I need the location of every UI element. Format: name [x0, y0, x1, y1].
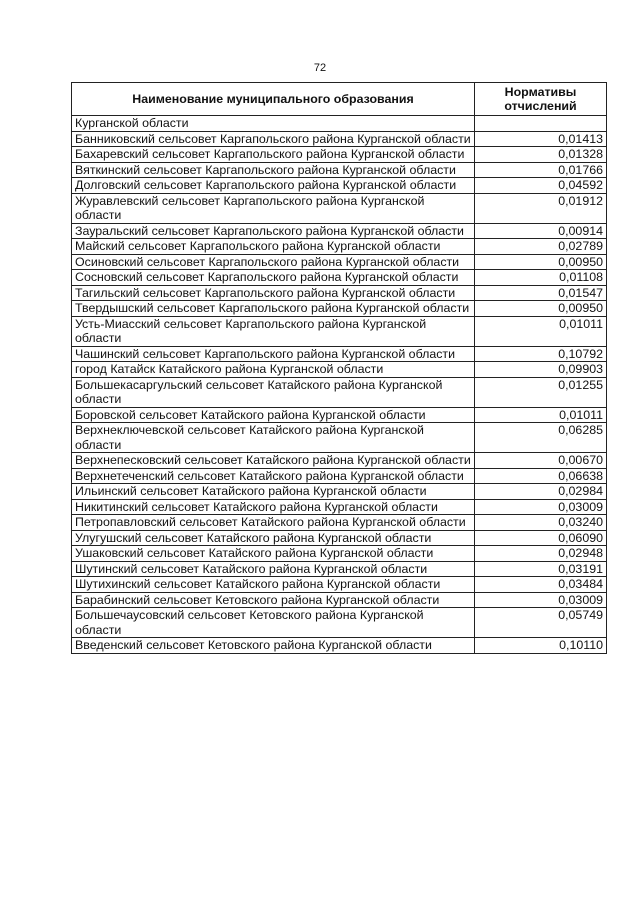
municipality-name-cell: Журавлевский сельсовет Каргапольского района Курганской области: [72, 193, 475, 223]
norm-value-cell: 0,01766: [475, 162, 607, 178]
table-row: [72, 178, 607, 194]
norm-value-cell: 0,01912: [475, 193, 607, 223]
table-row: [72, 377, 607, 407]
norm-value-cell: 0,02984: [475, 484, 607, 500]
municipality-name-cell: Тагильский сельсовет Каргапольского района Курганской области: [72, 285, 475, 301]
table-row: [72, 608, 607, 638]
norm-value-cell: 0,06285: [475, 423, 607, 453]
municipality-name-cell: Усть-Миасский сельсовет Каргапольского района Курганской области: [72, 316, 475, 346]
municipality-name-cell: Зауральский сельсовет Каргапольского района Курганской области: [72, 223, 475, 239]
table-row: [72, 546, 607, 562]
table-row: [72, 223, 607, 239]
municipality-name-cell: Петропавловский сельсовет Катайского района Курганской области: [72, 515, 475, 531]
table-row: [72, 515, 607, 531]
table-row: [72, 285, 607, 301]
norm-value-cell: 0,01413: [475, 131, 607, 147]
municipality-name-cell: Верхнеключевской сельсовет Катайского района Курганской области: [72, 423, 475, 453]
norm-value-cell: 0,01011: [475, 316, 607, 346]
municipality-name-cell: Курганской области: [72, 116, 475, 132]
table-row: [72, 468, 607, 484]
norm-value-cell: 0,03191: [475, 561, 607, 577]
municipality-name-cell: Шутинский сельсовет Катайского района Курганской области: [72, 561, 475, 577]
municipality-name-cell: Боровской сельсовет Катайского района Курганской области: [72, 407, 475, 423]
table-row: [72, 254, 607, 270]
municipality-name-cell: Верхнетеченский сельсовет Катайского района Курганской области: [72, 468, 475, 484]
allocation-norms-table: [71, 82, 607, 654]
norm-value-cell: 0,01328: [475, 147, 607, 163]
table-row: [72, 131, 607, 147]
column-header-norm: Нормативы отчислений: [475, 83, 607, 116]
table-body: [72, 116, 607, 654]
municipality-name-cell: Сосновский сельсовет Каргапольского района Курганской области: [72, 270, 475, 286]
table-row: [72, 316, 607, 346]
norm-value-cell: 0,02789: [475, 239, 607, 255]
norm-value-cell: 0,09903: [475, 362, 607, 378]
column-header-name: Наименование муниципального образования: [72, 83, 475, 116]
table-row: [72, 423, 607, 453]
municipality-name-cell: Ильинский сельсовет Катайского района Курганской области: [72, 484, 475, 500]
municipality-name-cell: Большечаусовский сельсовет Кетовского района Курганской области: [72, 608, 475, 638]
norm-value-cell: 0,01547: [475, 285, 607, 301]
municipality-name-cell: Никитинский сельсовет Катайского района Курганской области: [72, 499, 475, 515]
norm-value-cell: [475, 116, 607, 132]
norm-value-cell: 0,06090: [475, 530, 607, 546]
norm-value-cell: 0,00950: [475, 301, 607, 317]
table-row: [72, 346, 607, 362]
table-row: [72, 362, 607, 378]
table-row: [72, 592, 607, 608]
norm-value-cell: 0,05749: [475, 608, 607, 638]
table-row: [72, 270, 607, 286]
norm-value-cell: 0,01108: [475, 270, 607, 286]
municipality-name-cell: Вяткинский сельсовет Каргапольского района Курганской области: [72, 162, 475, 178]
table-row: [72, 453, 607, 469]
table-row: [72, 577, 607, 593]
municipality-name-cell: Шутихинский сельсовет Катайского района Курганской области: [72, 577, 475, 593]
norm-value-cell: 0,01255: [475, 377, 607, 407]
table-row: [72, 638, 607, 654]
table-row: [72, 116, 607, 132]
municipality-name-cell: Улугушский сельсовет Катайского района Курганской области: [72, 530, 475, 546]
norm-value-cell: 0,10110: [475, 638, 607, 654]
norm-value-cell: 0,03484: [475, 577, 607, 593]
table-row: [72, 147, 607, 163]
municipality-name-cell: Долговский сельсовет Каргапольского района Курганской области: [72, 178, 475, 194]
table-row: [72, 484, 607, 500]
table-row: [72, 162, 607, 178]
municipality-name-cell: Осиновский сельсовет Каргапольского района Курганской области: [72, 254, 475, 270]
norm-value-cell: 0,04592: [475, 178, 607, 194]
page-number: 72: [313, 62, 327, 74]
municipality-name-cell: Твердышский сельсовет Каргапольского района Курганской области: [72, 301, 475, 317]
norm-value-cell: 0,00914: [475, 223, 607, 239]
municipality-name-cell: Ушаковский сельсовет Катайского района Курганской области: [72, 546, 475, 562]
table-row: [72, 407, 607, 423]
table-row: [72, 530, 607, 546]
municipality-name-cell: город Катайск Катайского района Курганской области: [72, 362, 475, 378]
norm-value-cell: 0,10792: [475, 346, 607, 362]
norm-value-cell: 0,03240: [475, 515, 607, 531]
norm-value-cell: 0,00670: [475, 453, 607, 469]
norm-value-cell: 0,01011: [475, 407, 607, 423]
municipality-name-cell: Банниковский сельсовет Каргапольского района Курганской области: [72, 131, 475, 147]
municipality-name-cell: Большекасаргульский сельсовет Катайского района Курганской области: [72, 377, 475, 407]
norm-value-cell: 0,03009: [475, 499, 607, 515]
municipality-name-cell: Бахаревский сельсовет Каргапольского района Курганской области: [72, 147, 475, 163]
table-row: [72, 301, 607, 317]
table-row: [72, 499, 607, 515]
table-row: [72, 193, 607, 223]
table-row: [72, 561, 607, 577]
norm-value-cell: 0,03009: [475, 592, 607, 608]
norm-value-cell: 0,02948: [475, 546, 607, 562]
norm-value-cell: 0,00950: [475, 254, 607, 270]
table-row: [72, 239, 607, 255]
municipality-name-cell: Верхнепесковский сельсовет Катайского района Курганской области: [72, 453, 475, 469]
municipality-name-cell: Чашинский сельсовет Каргапольского района Курганской области: [72, 346, 475, 362]
municipality-name-cell: Введенский сельсовет Кетовского района Курганской области: [72, 638, 475, 654]
municipality-name-cell: Барабинский сельсовет Кетовского района Курганской области: [72, 592, 475, 608]
table-header-row: [72, 83, 607, 116]
norm-value-cell: 0,06638: [475, 468, 607, 484]
municipality-name-cell: Майский сельсовет Каргапольского района Курганской области: [72, 239, 475, 255]
